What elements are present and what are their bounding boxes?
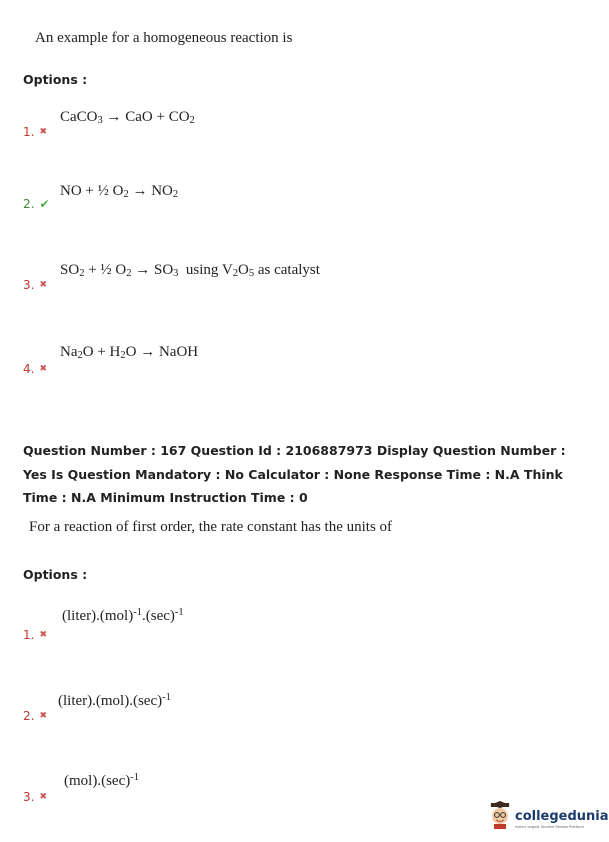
options-label: Options : — [23, 567, 88, 582]
question-meta: Question Number : 167 Question Id : 2106887973 Display Question Number : Yes Is Question Mandatory : No Calculator : None Response Time : N.A Think Time : N.A Minimum Instruction Time : 0 — [23, 443, 566, 505]
option-text: $Na_2O + H_2O$ → NaOH — [60, 344, 199, 361]
option-marker — [23, 362, 47, 376]
option-number: 1. — [23, 125, 35, 139]
collegedunia-logo — [488, 801, 609, 834]
option-marker — [23, 790, 47, 804]
wrong-icon: ✖ — [39, 711, 47, 721]
correct-icon: ✔ — [39, 197, 50, 211]
question-text: An example for a homogeneous reaction is — [35, 30, 293, 46]
wrong-icon: ✖ — [39, 792, 47, 802]
option-text: $SO_2$ + ½ $O_2 \to SO_3$ using $V_2O_5$ as catalyst — [60, 262, 320, 279]
option-number: 2. — [23, 197, 35, 211]
option-text: NO + ½ $O_2 \to NO_2$ — [60, 183, 179, 200]
option-number: 1. — [23, 628, 35, 642]
wrong-icon: ✖ — [39, 630, 47, 640]
option-text: $(liter).(mol)^{-1}.(\sec)^{-1}$ — [62, 607, 184, 624]
wrong-icon: ✖ — [39, 364, 47, 374]
option-marker — [23, 125, 47, 139]
wrong-icon: ✖ — [39, 127, 47, 137]
student-mascot-icon — [488, 801, 512, 834]
option-marker — [23, 709, 47, 723]
option-text: CaCO$_3$ → CaO + $CO_2$ — [60, 109, 195, 126]
logo-tagline: India's largest Student Review Platform — [515, 824, 584, 829]
option-number: 3. — [23, 278, 35, 292]
option-marker — [23, 197, 50, 211]
option-marker — [23, 278, 47, 292]
question-text: For a reaction of first order, the rate constant has the units of — [29, 519, 393, 535]
option-number: 4. — [23, 362, 35, 376]
options-label: Options : — [23, 72, 88, 87]
option-text: $(mol).(\sec)^{-1}$ — [64, 772, 139, 789]
logo-wordmark: collegedunia — [515, 808, 609, 824]
option-number: 2. — [23, 709, 35, 723]
wrong-icon: ✖ — [39, 280, 47, 290]
option-marker — [23, 628, 47, 642]
option-number: 3. — [23, 790, 35, 804]
option-text: $(liter).(mol).(\sec)^{-1}$ — [58, 692, 171, 709]
